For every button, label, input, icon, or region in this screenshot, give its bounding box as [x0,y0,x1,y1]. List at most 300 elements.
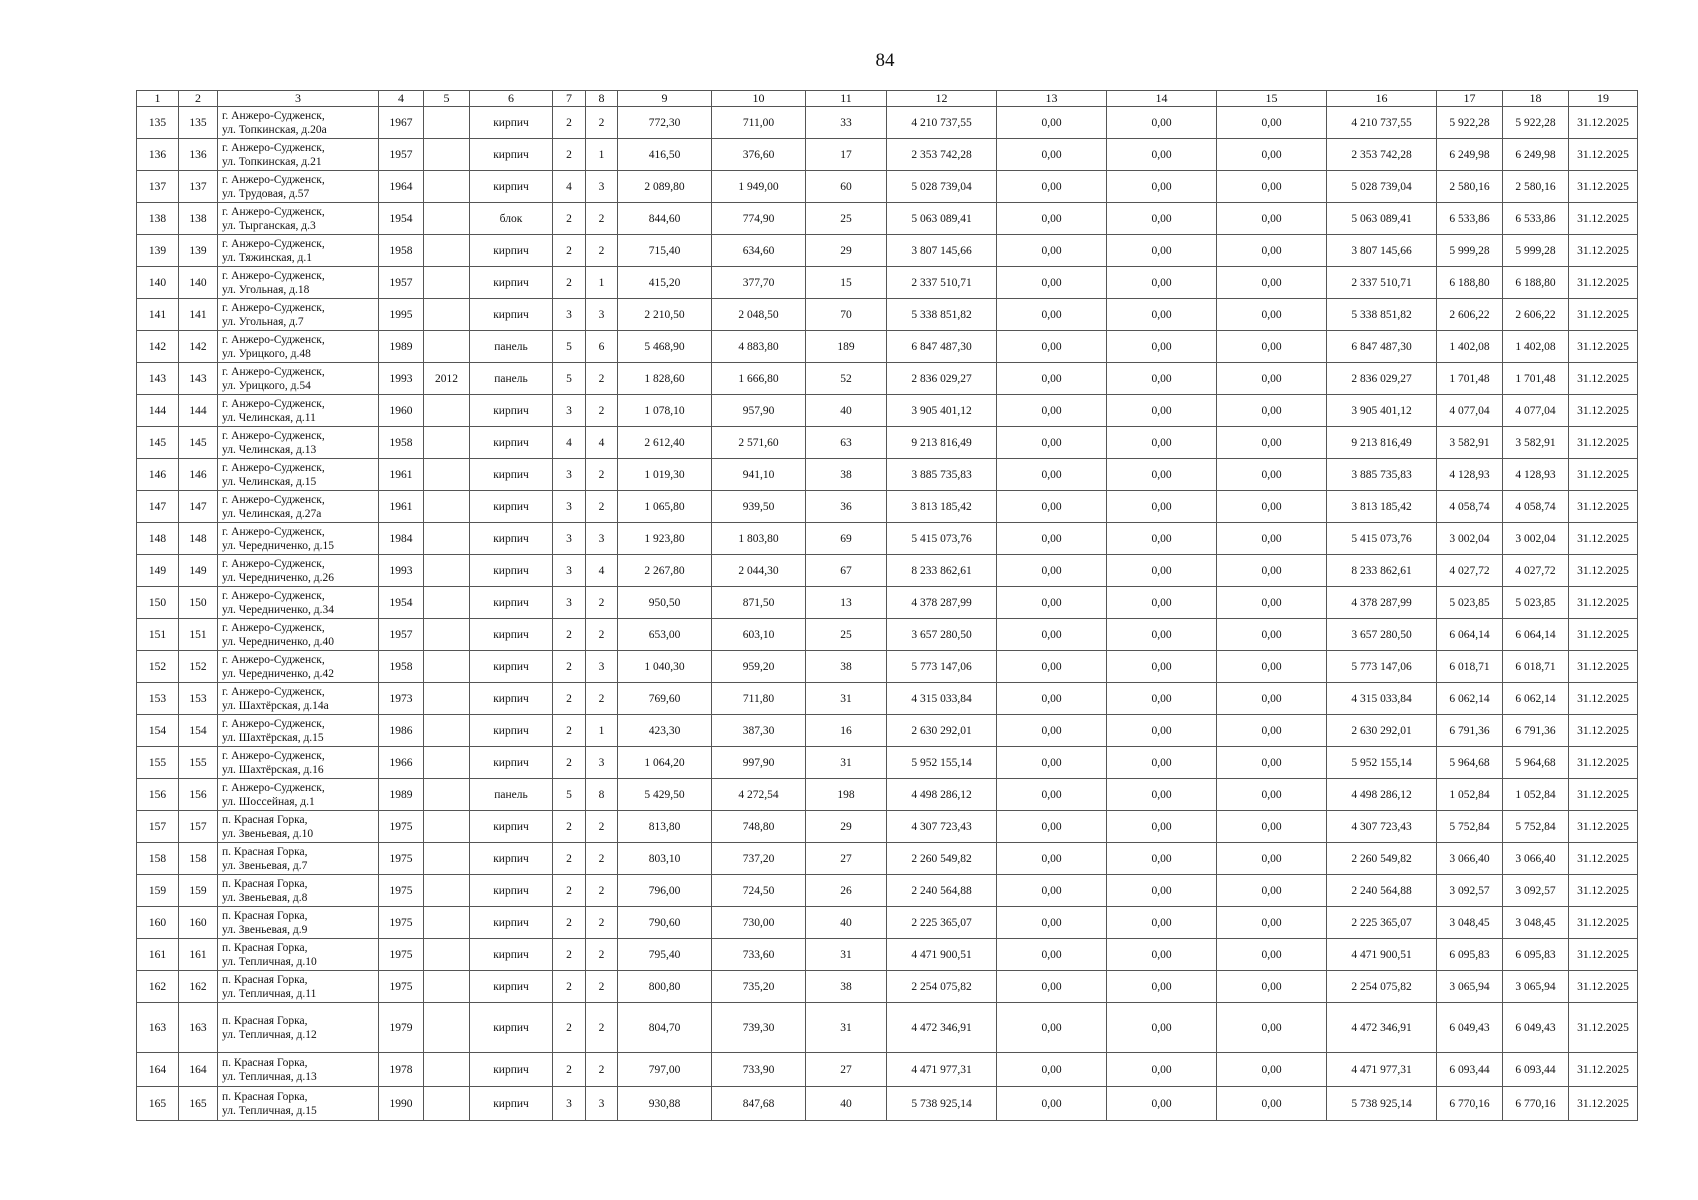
cost-budget: 0,00 [1107,907,1217,939]
unit-cost-limit: 5 023,85 [1503,587,1569,619]
row-index: 156 [137,779,179,811]
cost-budget: 0,00 [1107,523,1217,555]
object-number: 148 [179,523,218,555]
unit-cost-limit: 6 018,71 [1503,651,1569,683]
total-cost: 4 498 286,12 [887,779,997,811]
total-area: 1 923,80 [618,523,712,555]
address-locality: г. Анжеро-Судженск, [222,397,325,410]
cost-budget: 0,00 [1107,651,1217,683]
cost-owners: 2 225 365,07 [1327,907,1437,939]
entrances: 2 [586,683,618,715]
cost-budget: 0,00 [1107,587,1217,619]
table-row [137,171,1638,203]
object-number: 143 [179,363,218,395]
cost-fund: 0,00 [997,331,1107,363]
deadline: 31.12.2025 [1569,939,1638,971]
wall-material: кирпич [470,651,553,683]
cost-owners: 5 415 073,76 [1327,523,1437,555]
deadline: 31.12.2025 [1569,459,1638,491]
cost-owners: 4 378 287,99 [1327,587,1437,619]
cost-other: 0,00 [1217,267,1327,299]
living-area: 2 048,50 [712,299,806,331]
column-number: 18 [1503,91,1569,107]
total-cost: 2 254 075,82 [887,971,997,1003]
address-street: ул. Звеньевая, д.8 [222,891,308,904]
cost-budget: 0,00 [1107,267,1217,299]
address [218,235,379,267]
floors: 2 [553,939,586,971]
residents: 38 [806,971,887,1003]
column-number: 3 [218,91,379,107]
entrances: 2 [586,107,618,139]
unit-cost: 4 128,93 [1437,459,1503,491]
cost-budget: 0,00 [1107,875,1217,907]
cost-other: 0,00 [1217,715,1327,747]
unit-cost-limit: 6 791,36 [1503,715,1569,747]
total-area: 2 210,50 [618,299,712,331]
address-street: ул. Урицкого, д.54 [222,379,311,392]
table-row [137,523,1638,555]
wall-material: панель [470,331,553,363]
address-street: ул. Тепличная, д.13 [222,1070,317,1083]
wall-material: кирпич [470,107,553,139]
address-street: ул. Тепличная, д.15 [222,1104,317,1117]
total-area: 2 267,80 [618,555,712,587]
cost-other: 0,00 [1217,1003,1327,1053]
cost-budget: 0,00 [1107,1087,1217,1121]
address-locality: п. Красная Горка, [222,973,308,986]
cost-fund: 0,00 [997,203,1107,235]
built-year: 1990 [379,1087,424,1121]
total-cost: 4 378 287,99 [887,587,997,619]
object-number: 157 [179,811,218,843]
cost-owners: 5 063 089,41 [1327,203,1437,235]
total-area: 653,00 [618,619,712,651]
total-area: 790,60 [618,907,712,939]
residents: 27 [806,1053,887,1087]
built-year: 1984 [379,523,424,555]
total-cost: 5 063 089,41 [887,203,997,235]
total-area: 795,40 [618,939,712,971]
wall-material: кирпич [470,523,553,555]
residents: 13 [806,587,887,619]
unit-cost-limit: 6 064,14 [1503,619,1569,651]
row-index: 145 [137,427,179,459]
column-number: 14 [1107,91,1217,107]
built-year: 1995 [379,299,424,331]
built-year: 1954 [379,587,424,619]
floors: 2 [553,139,586,171]
object-number: 139 [179,235,218,267]
floors: 2 [553,1003,586,1053]
unit-cost: 3 065,94 [1437,971,1503,1003]
overhaul-year [424,267,470,299]
address-street: ул. Угольная, д.18 [222,283,310,296]
overhaul-year [424,555,470,587]
table-row [137,1053,1638,1087]
object-number: 149 [179,555,218,587]
built-year: 1966 [379,747,424,779]
entrances: 2 [586,203,618,235]
unit-cost: 6 095,83 [1437,939,1503,971]
address [218,363,379,395]
object-number: 160 [179,907,218,939]
column-number: 9 [618,91,712,107]
cost-budget: 0,00 [1107,1053,1217,1087]
entrances: 2 [586,875,618,907]
cost-budget: 0,00 [1107,107,1217,139]
unit-cost: 3 066,40 [1437,843,1503,875]
total-area: 423,30 [618,715,712,747]
built-year: 1986 [379,715,424,747]
row-index: 146 [137,459,179,491]
overhaul-year [424,171,470,203]
deadline: 31.12.2025 [1569,203,1638,235]
address [218,619,379,651]
cost-budget: 0,00 [1107,811,1217,843]
cost-other: 0,00 [1217,779,1327,811]
built-year: 1973 [379,683,424,715]
wall-material: кирпич [470,875,553,907]
cost-owners: 3 807 145,66 [1327,235,1437,267]
total-area: 416,50 [618,139,712,171]
address [218,651,379,683]
deadline: 31.12.2025 [1569,971,1638,1003]
table-row [137,587,1638,619]
cost-fund: 0,00 [997,395,1107,427]
address [218,427,379,459]
address-locality: г. Анжеро-Судженск, [222,589,325,602]
cost-other: 0,00 [1217,171,1327,203]
cost-other: 0,00 [1217,1087,1327,1121]
unit-cost-limit: 6 533,86 [1503,203,1569,235]
address [218,683,379,715]
residents: 29 [806,811,887,843]
deadline: 31.12.2025 [1569,811,1638,843]
row-index: 139 [137,235,179,267]
wall-material: кирпич [470,1003,553,1053]
total-cost: 4 471 977,31 [887,1053,997,1087]
cost-fund: 0,00 [997,747,1107,779]
deadline: 31.12.2025 [1569,843,1638,875]
cost-budget: 0,00 [1107,395,1217,427]
address-locality: п. Красная Горка, [222,813,308,826]
total-area: 800,80 [618,971,712,1003]
cost-other: 0,00 [1217,331,1327,363]
column-number: 4 [379,91,424,107]
cost-other: 0,00 [1217,843,1327,875]
cost-other: 0,00 [1217,971,1327,1003]
overhaul-year [424,491,470,523]
residents: 63 [806,427,887,459]
object-number: 156 [179,779,218,811]
total-area: 803,10 [618,843,712,875]
total-area: 1 065,80 [618,491,712,523]
wall-material: кирпич [470,427,553,459]
total-cost: 9 213 816,49 [887,427,997,459]
unit-cost: 4 027,72 [1437,555,1503,587]
overhaul-year [424,907,470,939]
cost-fund: 0,00 [997,171,1107,203]
built-year: 1961 [379,491,424,523]
table-row [137,619,1638,651]
object-number: 161 [179,939,218,971]
residents: 33 [806,107,887,139]
object-number: 152 [179,651,218,683]
total-cost: 5 028 739,04 [887,171,997,203]
cost-budget: 0,00 [1107,683,1217,715]
cost-fund: 0,00 [997,939,1107,971]
address-locality: п. Красная Горка, [222,1056,308,1069]
entrances: 2 [586,939,618,971]
cost-budget: 0,00 [1107,843,1217,875]
cost-other: 0,00 [1217,811,1327,843]
wall-material: кирпич [470,971,553,1003]
living-area: 4 272,54 [712,779,806,811]
entrances: 2 [586,1053,618,1087]
cost-fund: 0,00 [997,523,1107,555]
unit-cost-limit: 3 066,40 [1503,843,1569,875]
overhaul-year [424,843,470,875]
address-street: ул. Трудовая, д.57 [222,187,310,200]
deadline: 31.12.2025 [1569,235,1638,267]
unit-cost-limit: 5 922,28 [1503,107,1569,139]
wall-material: кирпич [470,907,553,939]
living-area: 377,70 [712,267,806,299]
deadline: 31.12.2025 [1569,331,1638,363]
object-number: 151 [179,619,218,651]
living-area: 733,90 [712,1053,806,1087]
object-number: 164 [179,1053,218,1087]
wall-material: кирпич [470,587,553,619]
entrances: 1 [586,267,618,299]
address-street: ул. Чередниченко, д.15 [222,539,334,552]
overhaul-year [424,523,470,555]
table-row [137,555,1638,587]
living-area: 739,30 [712,1003,806,1053]
total-cost: 3 905 401,12 [887,395,997,427]
floors: 3 [553,587,586,619]
wall-material: кирпич [470,491,553,523]
address [218,139,379,171]
entrances: 2 [586,235,618,267]
entrances: 4 [586,427,618,459]
living-area: 1 949,00 [712,171,806,203]
address-street: ул. Челинская, д.27а [222,507,322,520]
residents: 16 [806,715,887,747]
row-index: 162 [137,971,179,1003]
floors: 5 [553,779,586,811]
table-row [137,715,1638,747]
total-cost: 4 210 737,55 [887,107,997,139]
address-locality: г. Анжеро-Судженск, [222,653,325,666]
built-year: 1967 [379,107,424,139]
cost-fund: 0,00 [997,811,1107,843]
overhaul-year [424,939,470,971]
column-number: 13 [997,91,1107,107]
object-number: 162 [179,971,218,1003]
floors: 2 [553,235,586,267]
built-year: 1993 [379,555,424,587]
address-street: ул. Чередниченко, д.40 [222,635,334,648]
built-year: 1978 [379,1053,424,1087]
deadline: 31.12.2025 [1569,1053,1638,1087]
address-street: ул. Тепличная, д.11 [222,987,317,1000]
unit-cost: 4 077,04 [1437,395,1503,427]
table-row [137,779,1638,811]
unit-cost-limit: 3 065,94 [1503,971,1569,1003]
address-street: ул. Звеньевая, д.10 [222,827,314,840]
cost-owners: 5 338 851,82 [1327,299,1437,331]
built-year: 1957 [379,267,424,299]
total-cost: 4 472 346,91 [887,1003,997,1053]
built-year: 1979 [379,1003,424,1053]
table-row [137,427,1638,459]
address-street: ул. Челинская, д.15 [222,475,317,488]
cost-fund: 0,00 [997,1087,1107,1121]
address [218,395,379,427]
unit-cost: 2 606,22 [1437,299,1503,331]
total-area: 1 040,30 [618,651,712,683]
object-number: 142 [179,331,218,363]
unit-cost-limit: 6 095,83 [1503,939,1569,971]
unit-cost: 4 058,74 [1437,491,1503,523]
cost-owners: 5 952 155,14 [1327,747,1437,779]
built-year: 1975 [379,971,424,1003]
cost-other: 0,00 [1217,907,1327,939]
address-locality: г. Анжеро-Судженск, [222,173,325,186]
total-cost: 3 813 185,42 [887,491,997,523]
column-number: 2 [179,91,218,107]
address-locality: г. Анжеро-Судженск, [222,301,325,314]
living-area: 847,68 [712,1087,806,1121]
residents: 189 [806,331,887,363]
floors: 2 [553,715,586,747]
address [218,299,379,331]
cost-owners: 6 847 487,30 [1327,331,1437,363]
built-year: 1957 [379,139,424,171]
living-area: 387,30 [712,715,806,747]
total-cost: 8 233 862,61 [887,555,997,587]
cost-budget: 0,00 [1107,203,1217,235]
address-street: ул. Челинская, д.13 [222,443,317,456]
floors: 3 [553,491,586,523]
living-area: 2 044,30 [712,555,806,587]
cost-owners: 5 738 925,14 [1327,1087,1437,1121]
entrances: 2 [586,843,618,875]
residents: 67 [806,555,887,587]
table-row [137,107,1638,139]
overhaul-year [424,875,470,907]
cost-owners: 3 905 401,12 [1327,395,1437,427]
overhaul-year [424,331,470,363]
total-area: 1 078,10 [618,395,712,427]
table-row [137,1087,1638,1121]
built-year: 1958 [379,235,424,267]
address-locality: п. Красная Горка, [222,1014,308,1027]
floors: 2 [553,651,586,683]
cost-owners: 4 210 737,55 [1327,107,1437,139]
column-number: 1 [137,91,179,107]
total-cost: 2 630 292,01 [887,715,997,747]
entrances: 1 [586,715,618,747]
address-street: ул. Звеньевая, д.7 [222,859,308,872]
unit-cost: 3 582,91 [1437,427,1503,459]
address-street: ул. Топкинская, д.20а [222,123,327,136]
address [218,779,379,811]
unit-cost: 2 580,16 [1437,171,1503,203]
wall-material: панель [470,363,553,395]
cost-owners: 3 813 185,42 [1327,491,1437,523]
address [218,555,379,587]
built-year: 1989 [379,331,424,363]
cost-fund: 0,00 [997,459,1107,491]
address-locality: г. Анжеро-Судженск, [222,429,325,442]
unit-cost-limit: 3 092,57 [1503,875,1569,907]
total-cost: 6 847 487,30 [887,331,997,363]
wall-material: кирпич [470,267,553,299]
floors: 2 [553,747,586,779]
floors: 2 [553,1053,586,1087]
unit-cost: 6 533,86 [1437,203,1503,235]
cost-fund: 0,00 [997,491,1107,523]
unit-cost: 5 964,68 [1437,747,1503,779]
overhaul-year [424,811,470,843]
wall-material: кирпич [470,1053,553,1087]
object-number: 155 [179,747,218,779]
deadline: 31.12.2025 [1569,107,1638,139]
deadline: 31.12.2025 [1569,1087,1638,1121]
cost-owners: 2 240 564,88 [1327,875,1437,907]
overhaul-year [424,427,470,459]
entrances: 3 [586,747,618,779]
overhaul-year [424,107,470,139]
overhaul-year [424,299,470,331]
address-locality: п. Красная Горка, [222,845,308,858]
unit-cost-limit: 2 580,16 [1503,171,1569,203]
cost-other: 0,00 [1217,299,1327,331]
cost-budget: 0,00 [1107,619,1217,651]
overhaul-year [424,683,470,715]
unit-cost-limit: 1 052,84 [1503,779,1569,811]
total-cost: 5 952 155,14 [887,747,997,779]
overhaul-year [424,235,470,267]
unit-cost-limit: 2 606,22 [1503,299,1569,331]
address [218,459,379,491]
wall-material: кирпич [470,299,553,331]
total-area: 950,50 [618,587,712,619]
unit-cost: 6 018,71 [1437,651,1503,683]
total-area: 1 064,20 [618,747,712,779]
residents: 40 [806,1087,887,1121]
cost-budget: 0,00 [1107,747,1217,779]
table-row [137,843,1638,875]
living-area: 737,20 [712,843,806,875]
cost-owners: 5 773 147,06 [1327,651,1437,683]
living-area: 748,80 [712,811,806,843]
floors: 3 [553,459,586,491]
address-locality: п. Красная Горка, [222,1090,308,1103]
address-street: ул. Угольная, д.7 [222,315,304,328]
floors: 2 [553,203,586,235]
unit-cost-limit: 5 964,68 [1503,747,1569,779]
cost-budget: 0,00 [1107,491,1217,523]
cost-owners: 8 233 862,61 [1327,555,1437,587]
cost-fund: 0,00 [997,683,1107,715]
cost-fund: 0,00 [997,715,1107,747]
row-index: 161 [137,939,179,971]
wall-material: кирпич [470,139,553,171]
